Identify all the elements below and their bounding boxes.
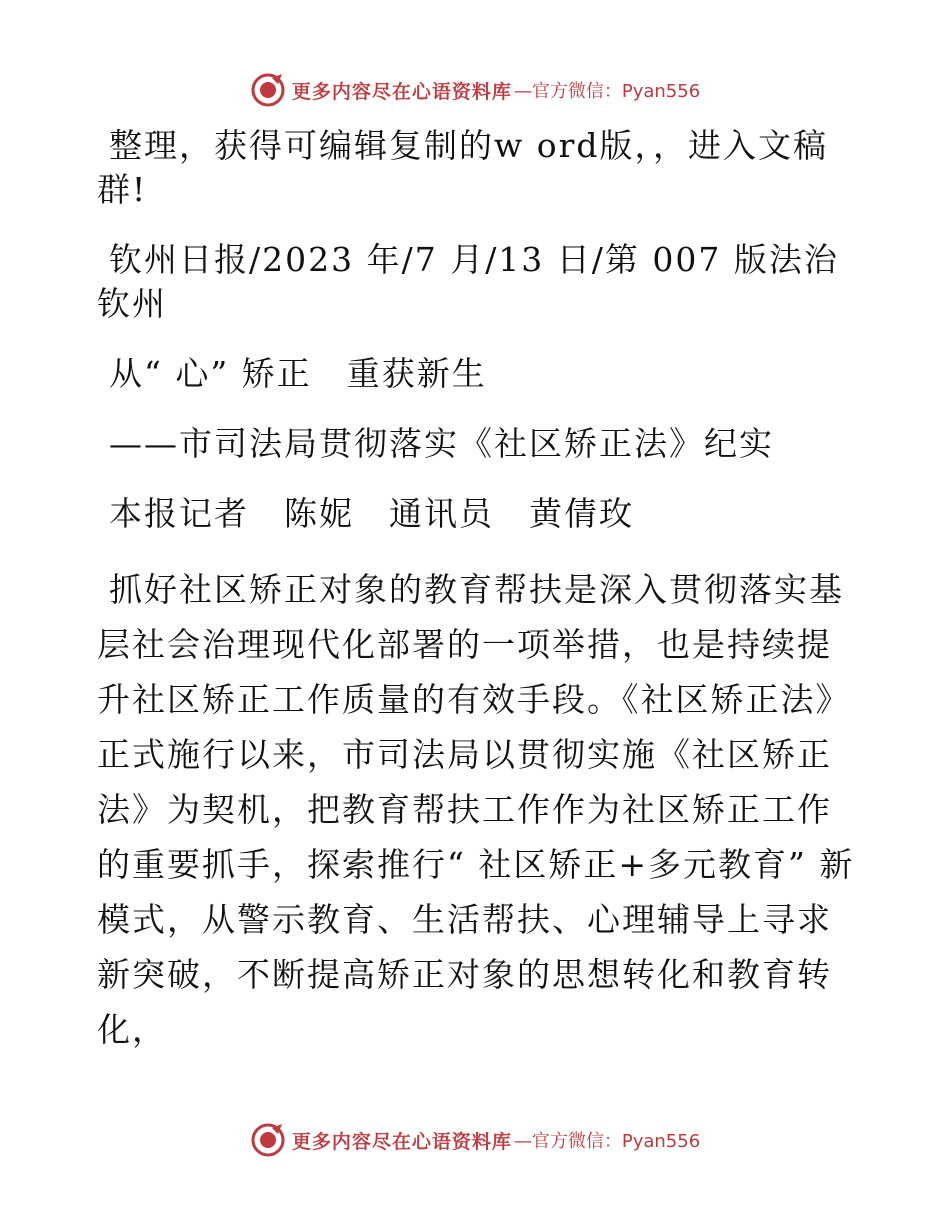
article-body-paragraph: 抓好社区矫正对象的教育帮扶是深入贯彻落实基层社会治理现代化部署的一项举措，也是持续提升社区矫正工作质量的有效手段。《社区矫正法》正式施行以来，市司法局以贯彻实施《社区矫正法》为契机，把教育帮扶工作作为社区矫正工作的重要抓手，探索推行“ 社区矫正+多元教育” 新模式，从警示教育、生活帮扶、心理辅导上寻求新突破，不断提高矫正对象的思想转化和教育转化， (97, 570, 855, 1049)
page-footer (0, 1120, 950, 1160)
article-title: 从“ 心” 矫正 重获新生 (109, 354, 487, 393)
intro-paragraph: 整理，获得可编辑复制的w ord版，，进入文稿群! (97, 126, 829, 209)
source-line: 钦州日报/2023 年/7 月/13 日/第 007 版法治钦州 (97, 240, 839, 323)
page-header (0, 70, 950, 110)
brand-logo-icon (250, 1122, 286, 1158)
article-byline: 本报记者 陈妮 通讯员 黄倩玫 (109, 494, 634, 533)
header-contact-text: —官方微信：Pyan556 (513, 81, 701, 102)
article-content (97, 120, 857, 1057)
header-promo-text: 更多内容尽在心语资料库 (291, 80, 512, 103)
brand-logo-icon (250, 72, 286, 108)
article-subtitle: ——市司法局贯彻落实《社区矫正法》纪实 (109, 424, 774, 463)
footer-contact-text: —官方微信：Pyan556 (513, 1131, 701, 1152)
footer-promo-text: 更多内容尽在心语资料库 (291, 1130, 512, 1153)
